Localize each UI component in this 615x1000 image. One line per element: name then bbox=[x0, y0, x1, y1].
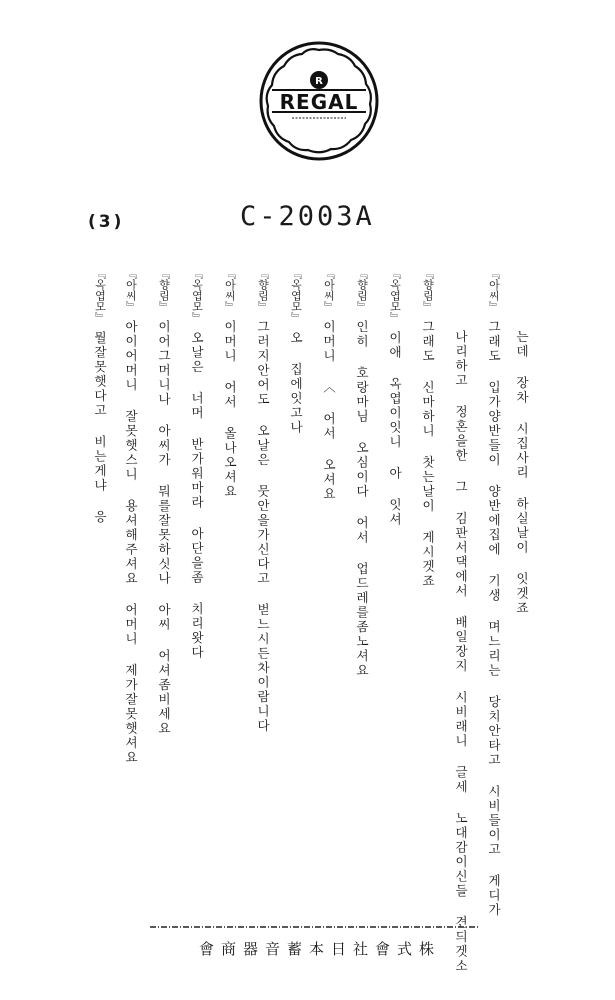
footer-divider bbox=[150, 925, 480, 927]
script-line bbox=[454, 322, 467, 974]
script-line bbox=[223, 268, 236, 499]
dialogue-text: 그러지안어도 오날은 뭇안을가신다고 벋느시든차이람니다 bbox=[255, 320, 271, 734]
script-line bbox=[289, 268, 302, 435]
brand-text: REGAL bbox=[279, 90, 359, 114]
catalog-number: C-2003A bbox=[240, 201, 375, 232]
dialogue-text: 이어그머니나 아씨가 뭐를잘못하싯나 아씨 어셔좀비세요 bbox=[156, 320, 172, 736]
dialogue-text: 뭘잘못햇다고 비는게냐 응 bbox=[92, 331, 108, 525]
speaker-label: 『향림』 bbox=[157, 268, 171, 312]
speaker-label: 『아씨』 bbox=[124, 268, 138, 312]
speaker-label: 『옥엽모』 bbox=[93, 268, 107, 323]
speaker-label: 『옥엽모』 bbox=[388, 268, 402, 323]
speaker-label: 『향림』 bbox=[355, 268, 369, 312]
publisher-name: 株式會社日本蓄音器商會 bbox=[198, 940, 441, 958]
script-line bbox=[190, 268, 203, 660]
script-line bbox=[388, 268, 401, 527]
dialogue-text: 이머니 〈 어서 오셔요 bbox=[321, 320, 337, 502]
script-line bbox=[515, 322, 528, 616]
script-line bbox=[421, 268, 434, 589]
speaker-label: 『향림』 bbox=[421, 268, 435, 312]
script-line bbox=[355, 268, 368, 678]
speaker-label: 『아씨』 bbox=[322, 268, 336, 312]
page-number: (3) bbox=[88, 212, 125, 232]
dialogue-text: 오 집에잇고나 bbox=[288, 331, 304, 435]
script-line bbox=[93, 268, 106, 525]
script-line bbox=[124, 268, 137, 765]
dialogue-text: 이애 옥엽이잇니 아 잇셔 bbox=[387, 331, 403, 527]
dialogue-text: 는데 장차 시집사리 하실날이 잇겟죠 bbox=[514, 330, 530, 616]
dialogue-text: 그래도 입가양반들이 양반에집에 기생 며느리는 당치안타고 시비들이고 게디가 bbox=[486, 320, 502, 918]
speaker-label: 『아씨』 bbox=[223, 268, 237, 312]
speaker-label: 『향림』 bbox=[256, 268, 270, 312]
dialogue-text: 아이어머니 잘못햇스니 용셔해주셔요 어머니 제가잘못햇셔요 bbox=[123, 320, 139, 765]
speaker-label: 『옥엽모』 bbox=[289, 268, 303, 323]
dialogue-text: 그래도 신마하니 찻는날이 게시겟죠 bbox=[420, 320, 436, 589]
dialogue-text: 이머니 어서 올나오셔요 bbox=[222, 320, 238, 499]
dialogue-text: 오날은 너머 반가워마라 아단을좀 치리왓다 bbox=[189, 331, 205, 660]
speaker-label: 『아씨』 bbox=[487, 268, 501, 312]
speaker-label: 『옥엽모』 bbox=[190, 268, 204, 323]
script-line bbox=[256, 268, 269, 734]
script-line bbox=[487, 268, 500, 918]
script-line bbox=[322, 268, 335, 502]
script-line bbox=[157, 268, 170, 736]
regal-logo bbox=[258, 40, 380, 162]
dialogue-text: 나리하고 정혼을한 그 김판서댁에서 배일장지 시비래니 글세 노대감이신들 견듸겟소 bbox=[453, 330, 469, 974]
dialogue-text: 인히 호랑마님 오심이다 어서 업드레를좀노셔요 bbox=[354, 320, 370, 678]
svg-text:R: R bbox=[315, 76, 323, 87]
